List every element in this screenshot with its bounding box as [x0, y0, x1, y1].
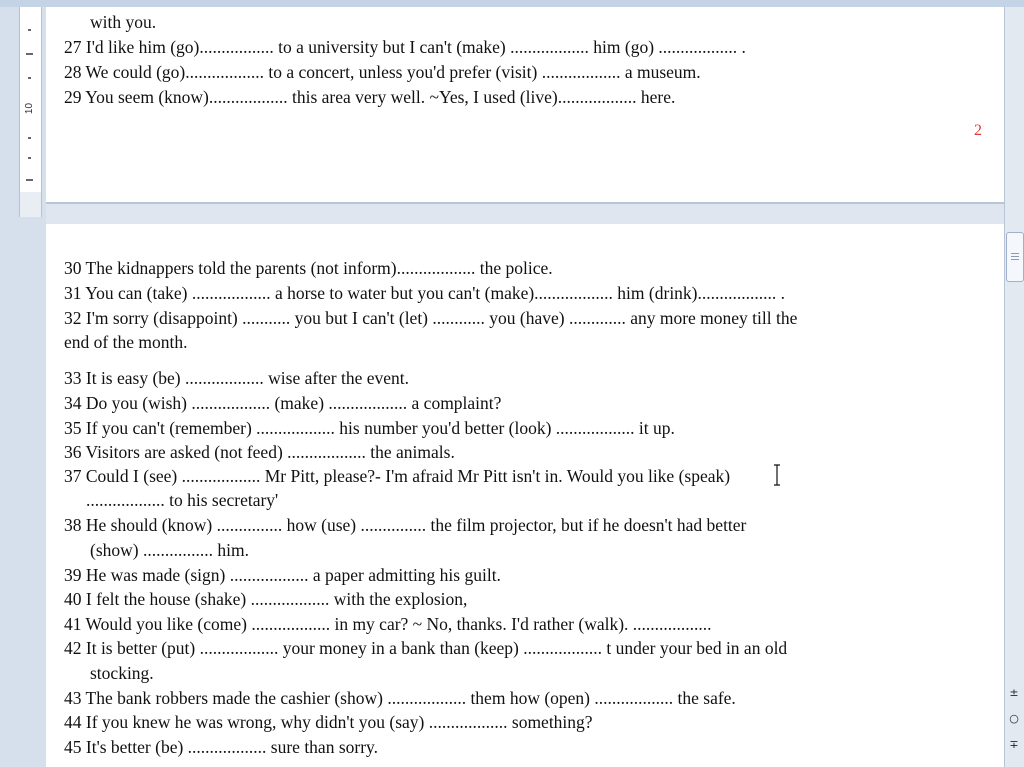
exercise-41: 41 Would you like (come) .................. in my car? ~ No, thanks. I'd rather (walk). ..................: [64, 614, 712, 634]
exercise-33: 33 It is easy (be) .................. wise after the event.: [64, 368, 410, 388]
exercise-40: 40 I felt the house (shake) .................. with the explosion,: [64, 589, 468, 609]
exercise-line: with you.: [90, 12, 157, 32]
ruler-tick: [28, 77, 31, 79]
vertical-ruler: [0, 7, 46, 767]
exercise-45: 45 It's better (be) .................. sure than sorry.: [64, 737, 379, 757]
ruler-number: 10: [24, 102, 36, 115]
exercise-38: 38 He should (know) ............... how (use) ............... the film projector, but if he doesn't had better: [64, 515, 747, 535]
ruler-tick: [26, 53, 33, 55]
exercise-39: 39 He was made (sign) .................. a paper admitting his guilt.: [64, 565, 501, 585]
exercise-38-cont: (show) ................ him.: [90, 540, 249, 560]
exercise-37: 37 Could I (see) .................. Mr Pitt, please?- I'm afraid Mr Pitt isn't in. Would you like (speak): [64, 466, 731, 486]
exercise-31: 31 You can (take) .................. a horse to water but you can't (make).................. him (drink).................. .: [64, 283, 786, 303]
ruler-margin: [19, 7, 42, 192]
ruler-tick: [28, 157, 31, 159]
page-number: 2: [974, 122, 982, 139]
exercise-36: 36 Visitors are asked (not feed) .................. the animals.: [64, 442, 455, 462]
exercise-43: 43 The bank robbers made the cashier (show) .................. them how (open) .................. the safe.: [64, 688, 736, 708]
exercise-32-cont: end of the month.: [64, 332, 188, 352]
select-browse-object-button[interactable]: ○: [1009, 712, 1019, 725]
exercise-30: 30 The kidnappers told the parents (not inform).................. the police.: [64, 258, 553, 278]
scrollbar-thumb[interactable]: [1006, 232, 1024, 282]
exercise-44: 44 If you knew he was wrong, why didn't you (say) .................. something?: [64, 712, 593, 732]
exercise-28: 28 We could (go).................. to a concert, unless you'd prefer (visit) .................. a museum.: [64, 62, 701, 82]
vertical-scrollbar[interactable]: [1004, 7, 1024, 767]
ruler-tick: [28, 137, 31, 139]
exercise-35: 35 If you can't (remember) .................. his number you'd better (look) .................. it up.: [64, 418, 675, 438]
exercise-42-cont: stocking.: [90, 663, 154, 683]
exercise-42: 42 It is better (put) .................. your money in a bank than (keep) .................. t under your bed in an old: [64, 638, 788, 658]
grip-line: [1011, 259, 1019, 260]
exercise-37-cont: .................. to his secretary': [86, 490, 279, 510]
exercise-27: 27 I'd like him (go)................. to a university but I can't (make) .................. him (go) .................. .: [64, 37, 746, 57]
page-gap: [46, 204, 1004, 224]
exercise-34: 34 Do you (wish) .................. (make) .................. a complaint?: [64, 393, 502, 413]
ruler-tick: [28, 29, 31, 31]
exercise-29: 29 You seem (know).................. this area very well. ~Yes, I used (live).................. here.: [64, 87, 676, 107]
exercise-32: 32 I'm sorry (disappoint) ........... you but I can't (let) ............ you (have) ............. any more money till the: [64, 308, 798, 328]
text-cursor-icon: [773, 464, 781, 486]
ruler-tick: [26, 179, 33, 181]
previous-page-button[interactable]: ±: [1009, 686, 1019, 699]
grip-line: [1011, 256, 1019, 257]
next-page-button[interactable]: ∓: [1009, 738, 1019, 751]
grip-line: [1011, 253, 1019, 254]
